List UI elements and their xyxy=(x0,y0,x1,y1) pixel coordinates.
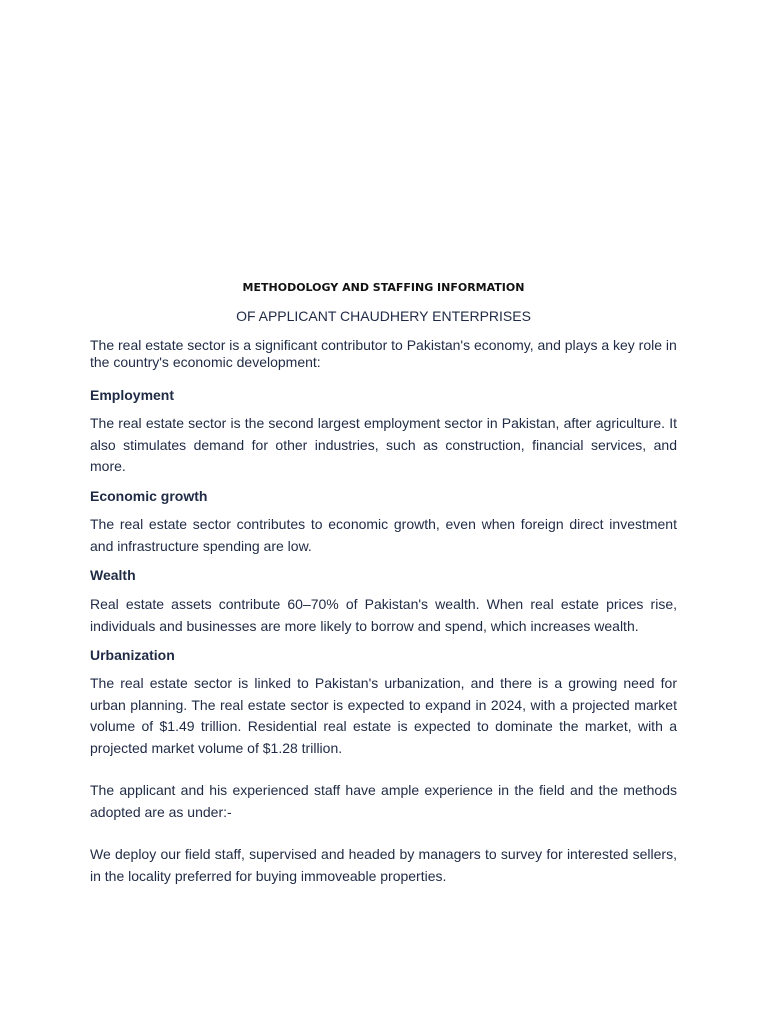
section-heading-economic-growth: Economic growth xyxy=(90,488,208,504)
document-subtitle: OF APPLICANT CHAUDHERY ENTERPRISES xyxy=(236,308,531,324)
section-body-urbanization: The real estate sector is linked to Pakistan's urbanization, and there is a growing need for urban planning. The real estate sector is expected to expand in 2024, with a projected market volume of $1.49 trillion. Residential real estate is expected to dominate the market, with a projected market volume of $1.28 trillion. xyxy=(90,675,677,756)
closing-paragraph-methods: The applicant and his experienced staff have ample experience in the field and the methods adopted are as under:- xyxy=(90,782,677,820)
section-heading-urbanization: Urbanization xyxy=(90,647,175,663)
intro-paragraph: The real estate sector is a significant contributor to Pakistan's economy, and plays a key role in the country's economic development: xyxy=(90,337,677,370)
section-heading-employment: Employment xyxy=(90,387,175,403)
closing-paragraph-field-staff: We deploy our field staff, supervised and headed by managers to survey for interested sellers, in the locality preferred for buying immoveable properties. xyxy=(90,846,677,884)
section-body-wealth: Real estate assets contribute 60–70% of Pakistan's wealth. When real estate prices rise, individuals and businesses are more likely to borrow and spend, which increases wealth. xyxy=(90,596,677,634)
section-body-employment: The real estate sector is the second largest employment sector in Pakistan, after agriculture. It also stimulates demand for other industries, such as construction, financial services, and more. xyxy=(90,415,677,474)
section-heading-wealth: Wealth xyxy=(90,567,136,583)
document-title: METHODOLOGY AND STAFFING INFORMATION xyxy=(242,281,525,294)
document-page xyxy=(90,0,677,1024)
section-body-economic-growth: The real estate sector contributes to economic growth, even when foreign direct investment and infrastructure spending are low. xyxy=(90,516,677,554)
